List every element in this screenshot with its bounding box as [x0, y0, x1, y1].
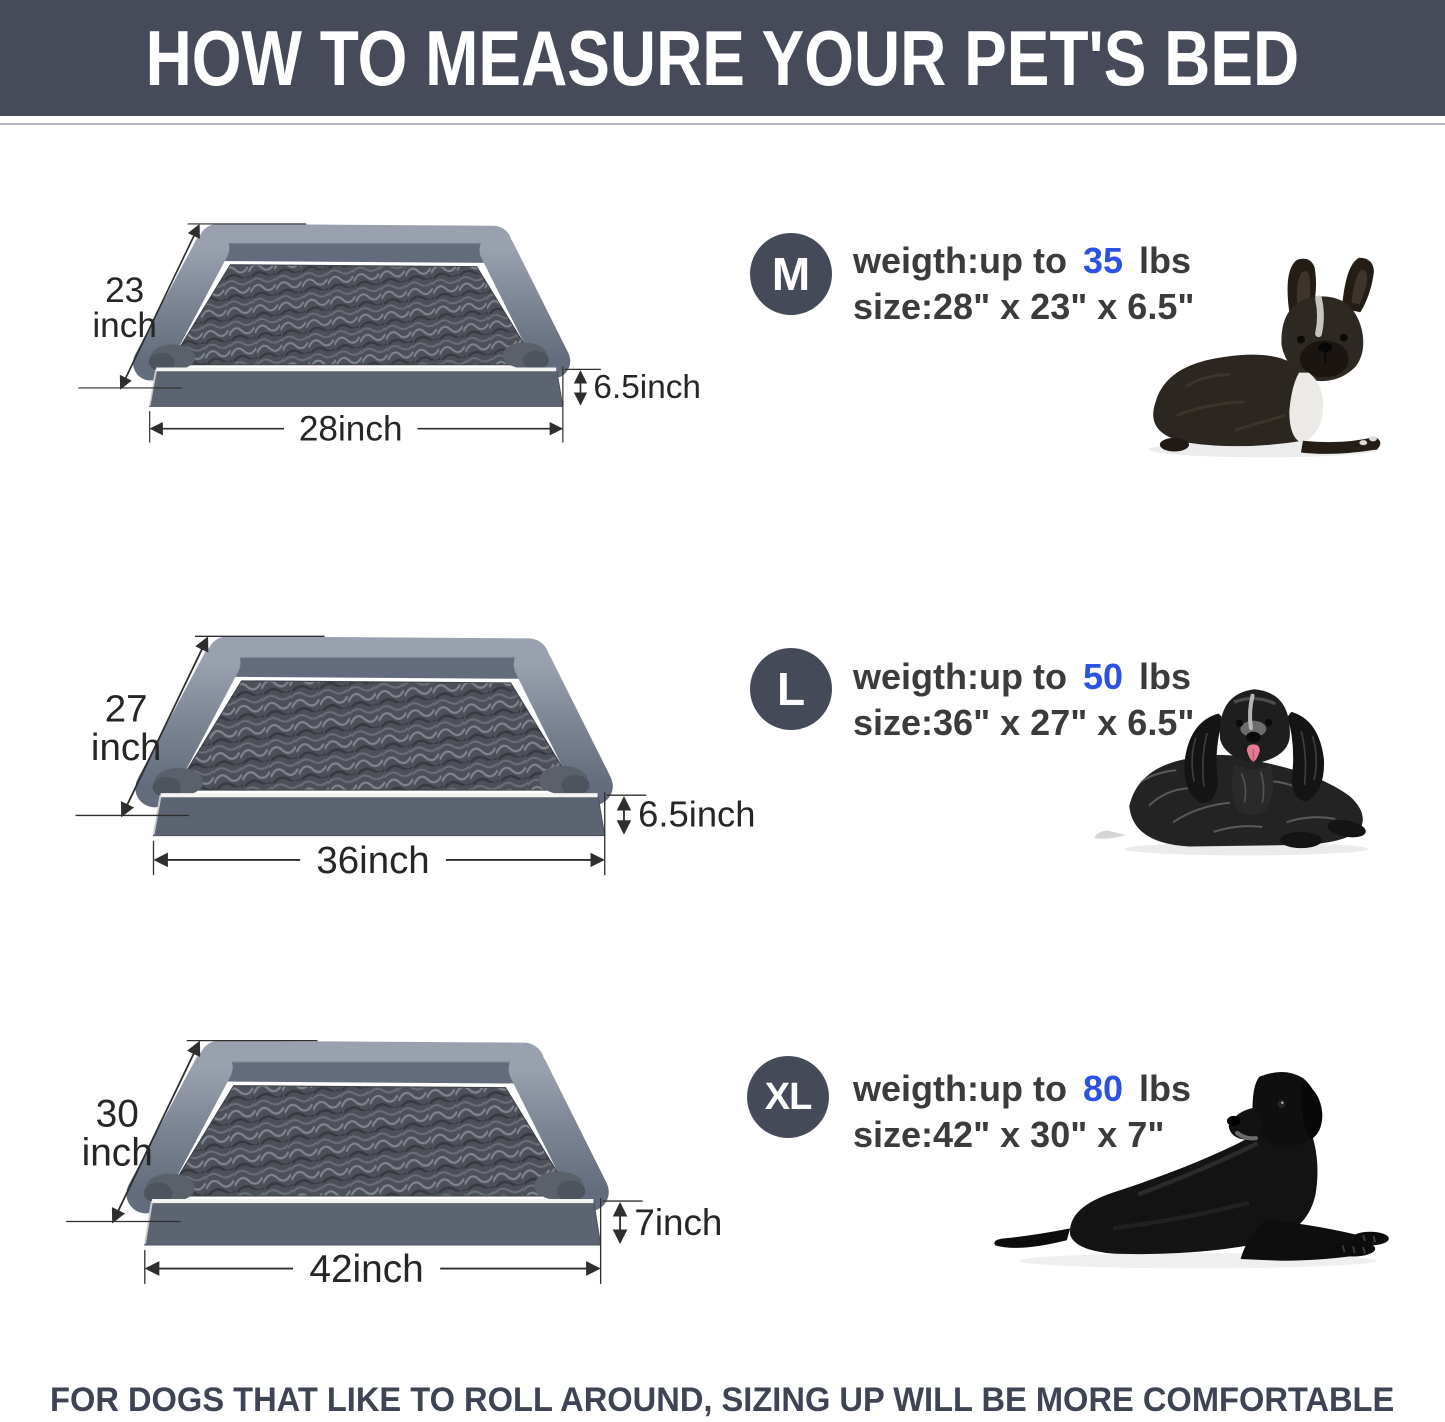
bed-diagram-xl — [15, 1012, 723, 1291]
weight-value: 50 — [1082, 656, 1123, 697]
width-label: 42inch — [309, 1247, 424, 1291]
weight-suffix: lbs — [1129, 240, 1192, 281]
height-label: 7inch — [634, 1201, 723, 1243]
width-label: 28inch — [298, 409, 403, 449]
size-line: size:36" x 27" x 6.5" — [853, 702, 1195, 743]
cocker-spaniel-photo — [1092, 660, 1392, 861]
footer-note: FOR DOGS THAT LIKE TO ROLL AROUND, SIZING UP WILL BE MORE COMFORTABLE — [50, 1381, 1395, 1419]
bed-illustration — [144, 1061, 601, 1245]
depth-unit: inch — [92, 305, 157, 345]
size-line: size:28" x 23" x 6.5" — [853, 286, 1195, 327]
bed-diagram-m — [32, 198, 701, 449]
weight-value: 80 — [1082, 1068, 1123, 1109]
depth-unit: inch — [81, 1131, 153, 1175]
footer-note-bar — [0, 1381, 1445, 1420]
dog-tail-tuft — [1095, 830, 1126, 839]
bed-illustration — [152, 657, 604, 836]
size-badge-xl — [747, 1056, 829, 1138]
depth-value: 23 — [105, 270, 145, 310]
badge-label: XL — [764, 1075, 812, 1118]
dog-body — [1153, 355, 1303, 447]
size-badge-l — [750, 648, 832, 730]
weight-prefix: weigth:up to — [853, 656, 1077, 697]
badge-label: L — [776, 663, 806, 715]
weight-suffix: lbs — [1129, 1068, 1192, 1109]
weight-prefix: weigth:up to — [853, 1068, 1077, 1109]
depth-unit: inch — [90, 725, 162, 769]
french-bulldog-photo — [1118, 250, 1410, 464]
dog-tail — [994, 1228, 1070, 1248]
bed-illustration — [149, 242, 563, 406]
badge-label: M — [771, 248, 811, 300]
bed-diagram-l — [25, 608, 756, 883]
height-label: 6.5inch — [593, 369, 701, 407]
size-badge-m — [750, 233, 832, 315]
header-divider — [0, 123, 1445, 125]
height-label: 6.5inch — [638, 793, 756, 835]
page-title: HOW TO MEASURE YOUR PET'S BED — [145, 13, 1300, 102]
header-banner — [0, 0, 1445, 116]
weight-prefix: weigth:up to — [853, 240, 1077, 281]
weight-value: 35 — [1082, 240, 1123, 281]
weight-suffix: lbs — [1129, 656, 1192, 697]
size-line: size:42" x 30" x 7" — [853, 1114, 1165, 1155]
depth-value: 30 — [95, 1092, 139, 1136]
depth-value: 27 — [104, 687, 148, 731]
width-label: 36inch — [316, 839, 430, 883]
black-labrador-photo — [985, 1058, 1405, 1275]
